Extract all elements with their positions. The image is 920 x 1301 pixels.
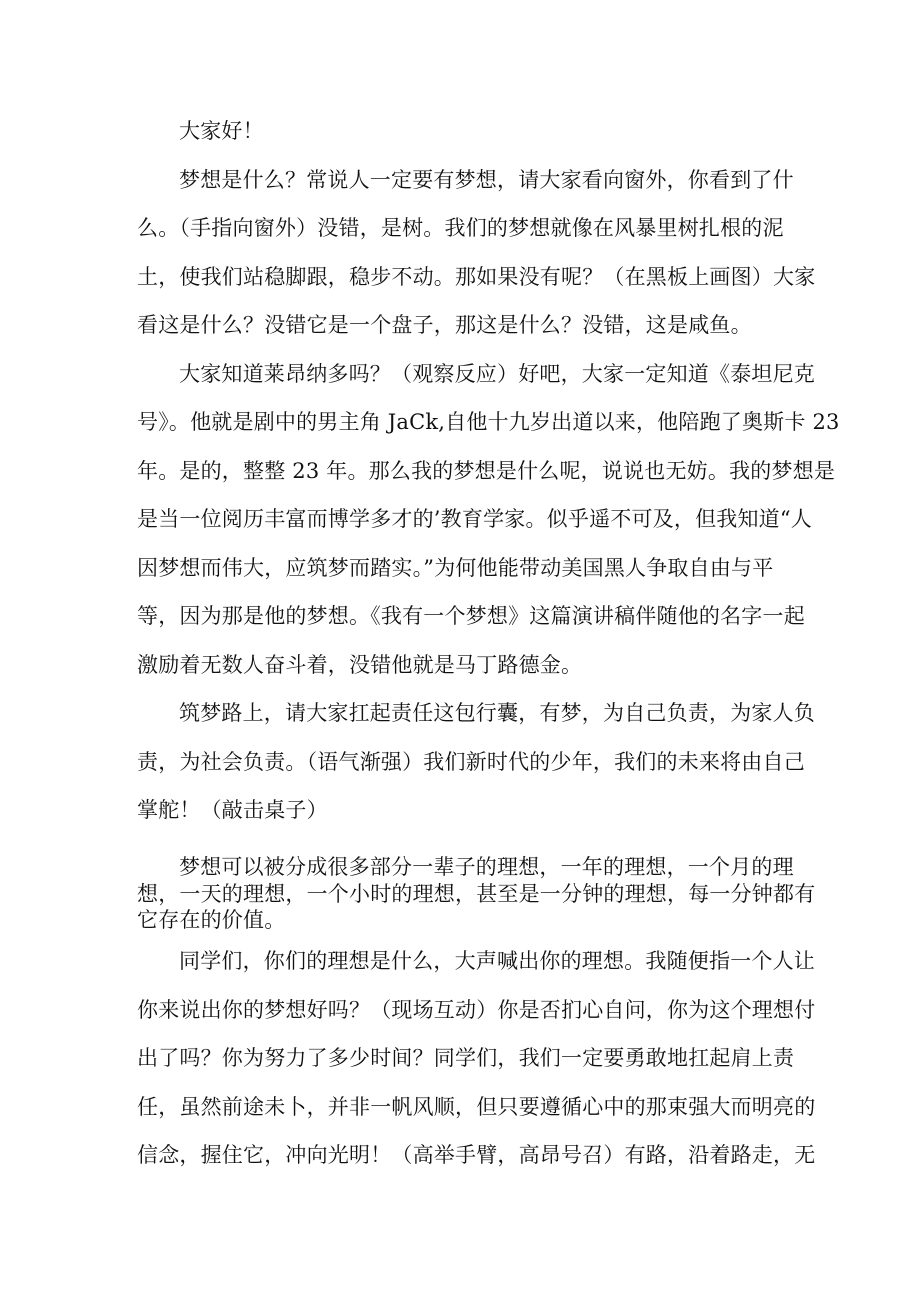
paragraph-4-line-2: 想，一天的理想，一个小时的理想，甚至是一分钟的理想，每一分钟都有 [137,882,816,906]
paragraph-2-line-6: 等，因为那是他的梦想。《我有一个梦想》这篇演讲稿伴随他的名字一起 [137,604,805,628]
paragraph-2-line-3: 年。是的，整整 23 年。那么我的梦想是什么呢，说说也无妨。我的梦想是 [137,459,836,483]
paragraph-3-line-2: 责，为社会负责。（语气渐强）我们新时代的少年，我们的未来将由自己 [137,750,805,774]
paragraph-2-line-7: 激励着无数人奋斗着，没错他就是马丁路德金。 [137,653,583,677]
paragraph-5-line-4: 任，虽然前途未卜，并非一帆风顺，但只要遵循心中的那束强大而明亮的 [137,1095,816,1119]
paragraph-5-line-1: 同学们，你们的理想是什么，大声喊出你的理想。我随便指一个人让 [179,949,815,973]
paragraph-4-line-3: 它存在的价值。 [137,908,286,932]
paragraph-5-line-5: 信念，握住它，冲向光明！（高举手臂，高昂号召）有路，沿着路走，无 [137,1143,816,1167]
paragraph-2-line-5: 因梦想而伟大，应筑梦而踏实。”为何他能带动美国黑人争取自由与平 [137,556,774,580]
paragraph-2-line-2: 号》。他就是剧中的男主角 JaCk,自他十九岁出道以来，他陪跑了奥斯卡 23 [137,410,840,434]
paragraph-1-line-4: 看这是什么？没错它是一个盘子，那这是什么？没错，这是咸鱼。 [137,313,752,337]
paragraph-1-line-2: 么。（手指向窗外）没错，是树。我们的梦想就像在风暴里树扎根的泥 [137,216,784,240]
paragraph-1-line-1: 梦想是什么？常说人一定要有梦想，请大家看向窗外，你看到了什 [179,168,794,192]
paragraph-3-line-1: 筑梦路上，请大家扛起责任这包行囊，有梦，为自己负责，为家人负 [179,701,815,725]
paragraph-4-line-1: 梦想可以被分成很多部分一辈子的理想，一年的理想，一个月的理 [179,855,794,879]
paragraph-1-line-3: 土，使我们站稳脚跟，稳步不动。那如果没有呢？（在黑板上画图）大家 [137,265,816,289]
paragraph-5-line-2: 你来说出你的梦想好吗？（现场互动）你是否扪心自问，你为这个理想付 [137,998,816,1022]
greeting-line: 大家好！ [179,119,264,143]
paragraph-5-line-3: 出了吗？你为努力了多少时间？同学们，我们一定要勇敢地扛起肩上责 [137,1046,795,1070]
paragraph-3-line-3: 掌舵！（敲击桌子） [137,798,328,822]
paragraph-2-line-1: 大家知道莱昂纳多吗？（观察反应）好吧，大家一定知道《泰坦尼克 [179,362,815,386]
paragraph-2-line-4: 是当一位阅历丰富而博学多才的’教育学家。似乎遥不可及，但我知道“人 [137,507,813,531]
